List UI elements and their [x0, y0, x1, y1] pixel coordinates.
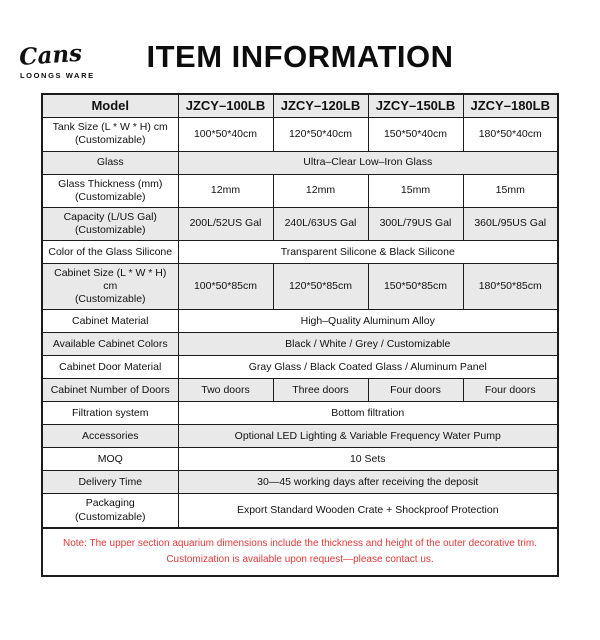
- spec-cell: 360L/95US Gal: [463, 207, 558, 240]
- spec-row-label: [42, 333, 178, 356]
- spec-row: [42, 448, 558, 471]
- spec-row-label: [42, 174, 178, 207]
- spec-row: [42, 174, 558, 207]
- spec-row-label-line: Cabinet Number of Doors: [50, 383, 170, 396]
- note-row: [42, 528, 558, 576]
- spec-cell: 12mm: [273, 174, 368, 207]
- spec-row-label-line: Capacity (L/US Gal): [63, 210, 157, 223]
- spec-row-label-line: (Customizable): [74, 510, 146, 523]
- spec-row: [42, 207, 558, 240]
- spec-cell: 120*50*85cm: [273, 264, 368, 310]
- spec-cell: 15mm: [463, 174, 558, 207]
- spec-row-label-line: (Customizable): [74, 293, 146, 306]
- note-cell-line: Customization is available upon request—please contact us.: [166, 553, 434, 565]
- spec-cell-span: Ultra–Clear Low–Iron Glass: [178, 151, 558, 174]
- spec-row-label-line: Color of the Glass Silicone: [48, 245, 173, 258]
- brand-logo-subtext: LOONGS WARE: [20, 71, 95, 80]
- spec-cell-span: Transparent Silicone & Black Silicone: [178, 241, 558, 264]
- spec-cell: Four doors: [463, 379, 558, 402]
- spec-row-label-line: MOQ: [97, 452, 123, 465]
- spec-cell-span: Gray Glass / Black Coated Glass / Aluminum Panel: [178, 356, 558, 379]
- spec-cell: 300L/79US Gal: [368, 207, 463, 240]
- spec-row: [42, 425, 558, 448]
- spec-cell-span: Bottom filtration: [178, 402, 558, 425]
- spec-row: [42, 241, 558, 264]
- page-title: ITEM INFORMATION: [146, 39, 454, 74]
- spec-cell: 100*50*40cm: [178, 118, 273, 151]
- spec-row-model: [42, 94, 558, 118]
- spec-row-label-line: Tank Size (L * W * H) cm: [52, 121, 168, 134]
- spec-row-label: [42, 118, 178, 151]
- spec-cell: 240L/63US Gal: [273, 207, 368, 240]
- spec-cell: 200L/52US Gal: [178, 207, 273, 240]
- spec-row-label-line: Accessories: [81, 429, 139, 442]
- brand-logo-script: Cans: [18, 39, 83, 71]
- spec-row-label: [42, 471, 178, 494]
- spec-row: [42, 471, 558, 494]
- spec-row-label: [42, 379, 178, 402]
- spec-table: [41, 93, 559, 577]
- spec-row: [42, 356, 558, 379]
- spec-row-label-line: Filtration system: [72, 406, 149, 419]
- model-cell: JZCY–100LB: [178, 94, 273, 118]
- brand-logo: [18, 39, 95, 80]
- spec-row-label: [42, 356, 178, 379]
- spec-row: [42, 494, 558, 528]
- spec-row: [42, 118, 558, 151]
- spec-cell-span: Black / White / Grey / Customizable: [178, 333, 558, 356]
- spec-row-label: [42, 310, 178, 333]
- spec-row: [42, 333, 558, 356]
- spec-row: [42, 402, 558, 425]
- spec-cell: 180*50*85cm: [463, 264, 558, 310]
- spec-row-label-line: Packaging: [85, 497, 135, 510]
- spec-cell: Three doors: [273, 379, 368, 402]
- spec-row-label-line: Available Cabinet Colors: [52, 337, 168, 350]
- spec-cell: 120*50*40cm: [273, 118, 368, 151]
- spec-row: [42, 151, 558, 174]
- spec-cell: 150*50*40cm: [368, 118, 463, 151]
- spec-row-label-line: Delivery Time: [78, 475, 143, 488]
- spec-row-label-line: Glass Thickness (mm): [58, 177, 163, 190]
- spec-row-label: [42, 241, 178, 264]
- spec-row-label-line: (Customizable): [74, 134, 146, 147]
- model-cell: JZCY–120LB: [273, 94, 368, 118]
- spec-row-label-line: Cabinet Size (L * W * H) cm: [54, 267, 167, 293]
- spec-cell: Four doors: [368, 379, 463, 402]
- note-cell: [42, 528, 558, 576]
- spec-cell: 15mm: [368, 174, 463, 207]
- spec-row-label-line: Cabinet Material: [72, 314, 149, 327]
- spec-row-label: [42, 425, 178, 448]
- spec-row: [42, 379, 558, 402]
- spec-row: [42, 264, 558, 310]
- spec-cell-span: 10 Sets: [178, 448, 558, 471]
- spec-cell: 150*50*85cm: [368, 264, 463, 310]
- spec-row-label: [42, 151, 178, 174]
- spec-row-label-line: (Customizable): [74, 223, 146, 236]
- spec-row-label: [42, 264, 178, 310]
- note-cell-line: Note: The upper section aquarium dimensions include the thickness and height of the outer decorative trim.: [63, 538, 537, 550]
- spec-label-model: Model: [42, 94, 178, 118]
- spec-cell-span: High–Quality Aluminum Alloy: [178, 310, 558, 333]
- spec-cell-span: Export Standard Wooden Crate + Shockproof Protection: [178, 494, 558, 528]
- spec-row-label-line: (Customizable): [74, 190, 146, 203]
- spec-row-label: [42, 448, 178, 471]
- spec-cell: 180*50*40cm: [463, 118, 558, 151]
- spec-cell-span: Optional LED Lighting & Variable Frequency Water Pump: [178, 425, 558, 448]
- model-cell: JZCY–180LB: [463, 94, 558, 118]
- spec-cell: 100*50*85cm: [178, 264, 273, 310]
- spec-row-label-line: Cabinet Door Material: [59, 360, 162, 373]
- spec-row-label: [42, 402, 178, 425]
- spec-cell-span: 30—45 working days after receiving the deposit: [178, 471, 558, 494]
- spec-row-label-line: Glass: [96, 156, 124, 169]
- model-cell: JZCY–150LB: [368, 94, 463, 118]
- spec-cell: Two doors: [178, 379, 273, 402]
- spec-row: [42, 310, 558, 333]
- spec-row-label: [42, 207, 178, 240]
- spec-cell: 12mm: [178, 174, 273, 207]
- spec-row-label: [42, 494, 178, 528]
